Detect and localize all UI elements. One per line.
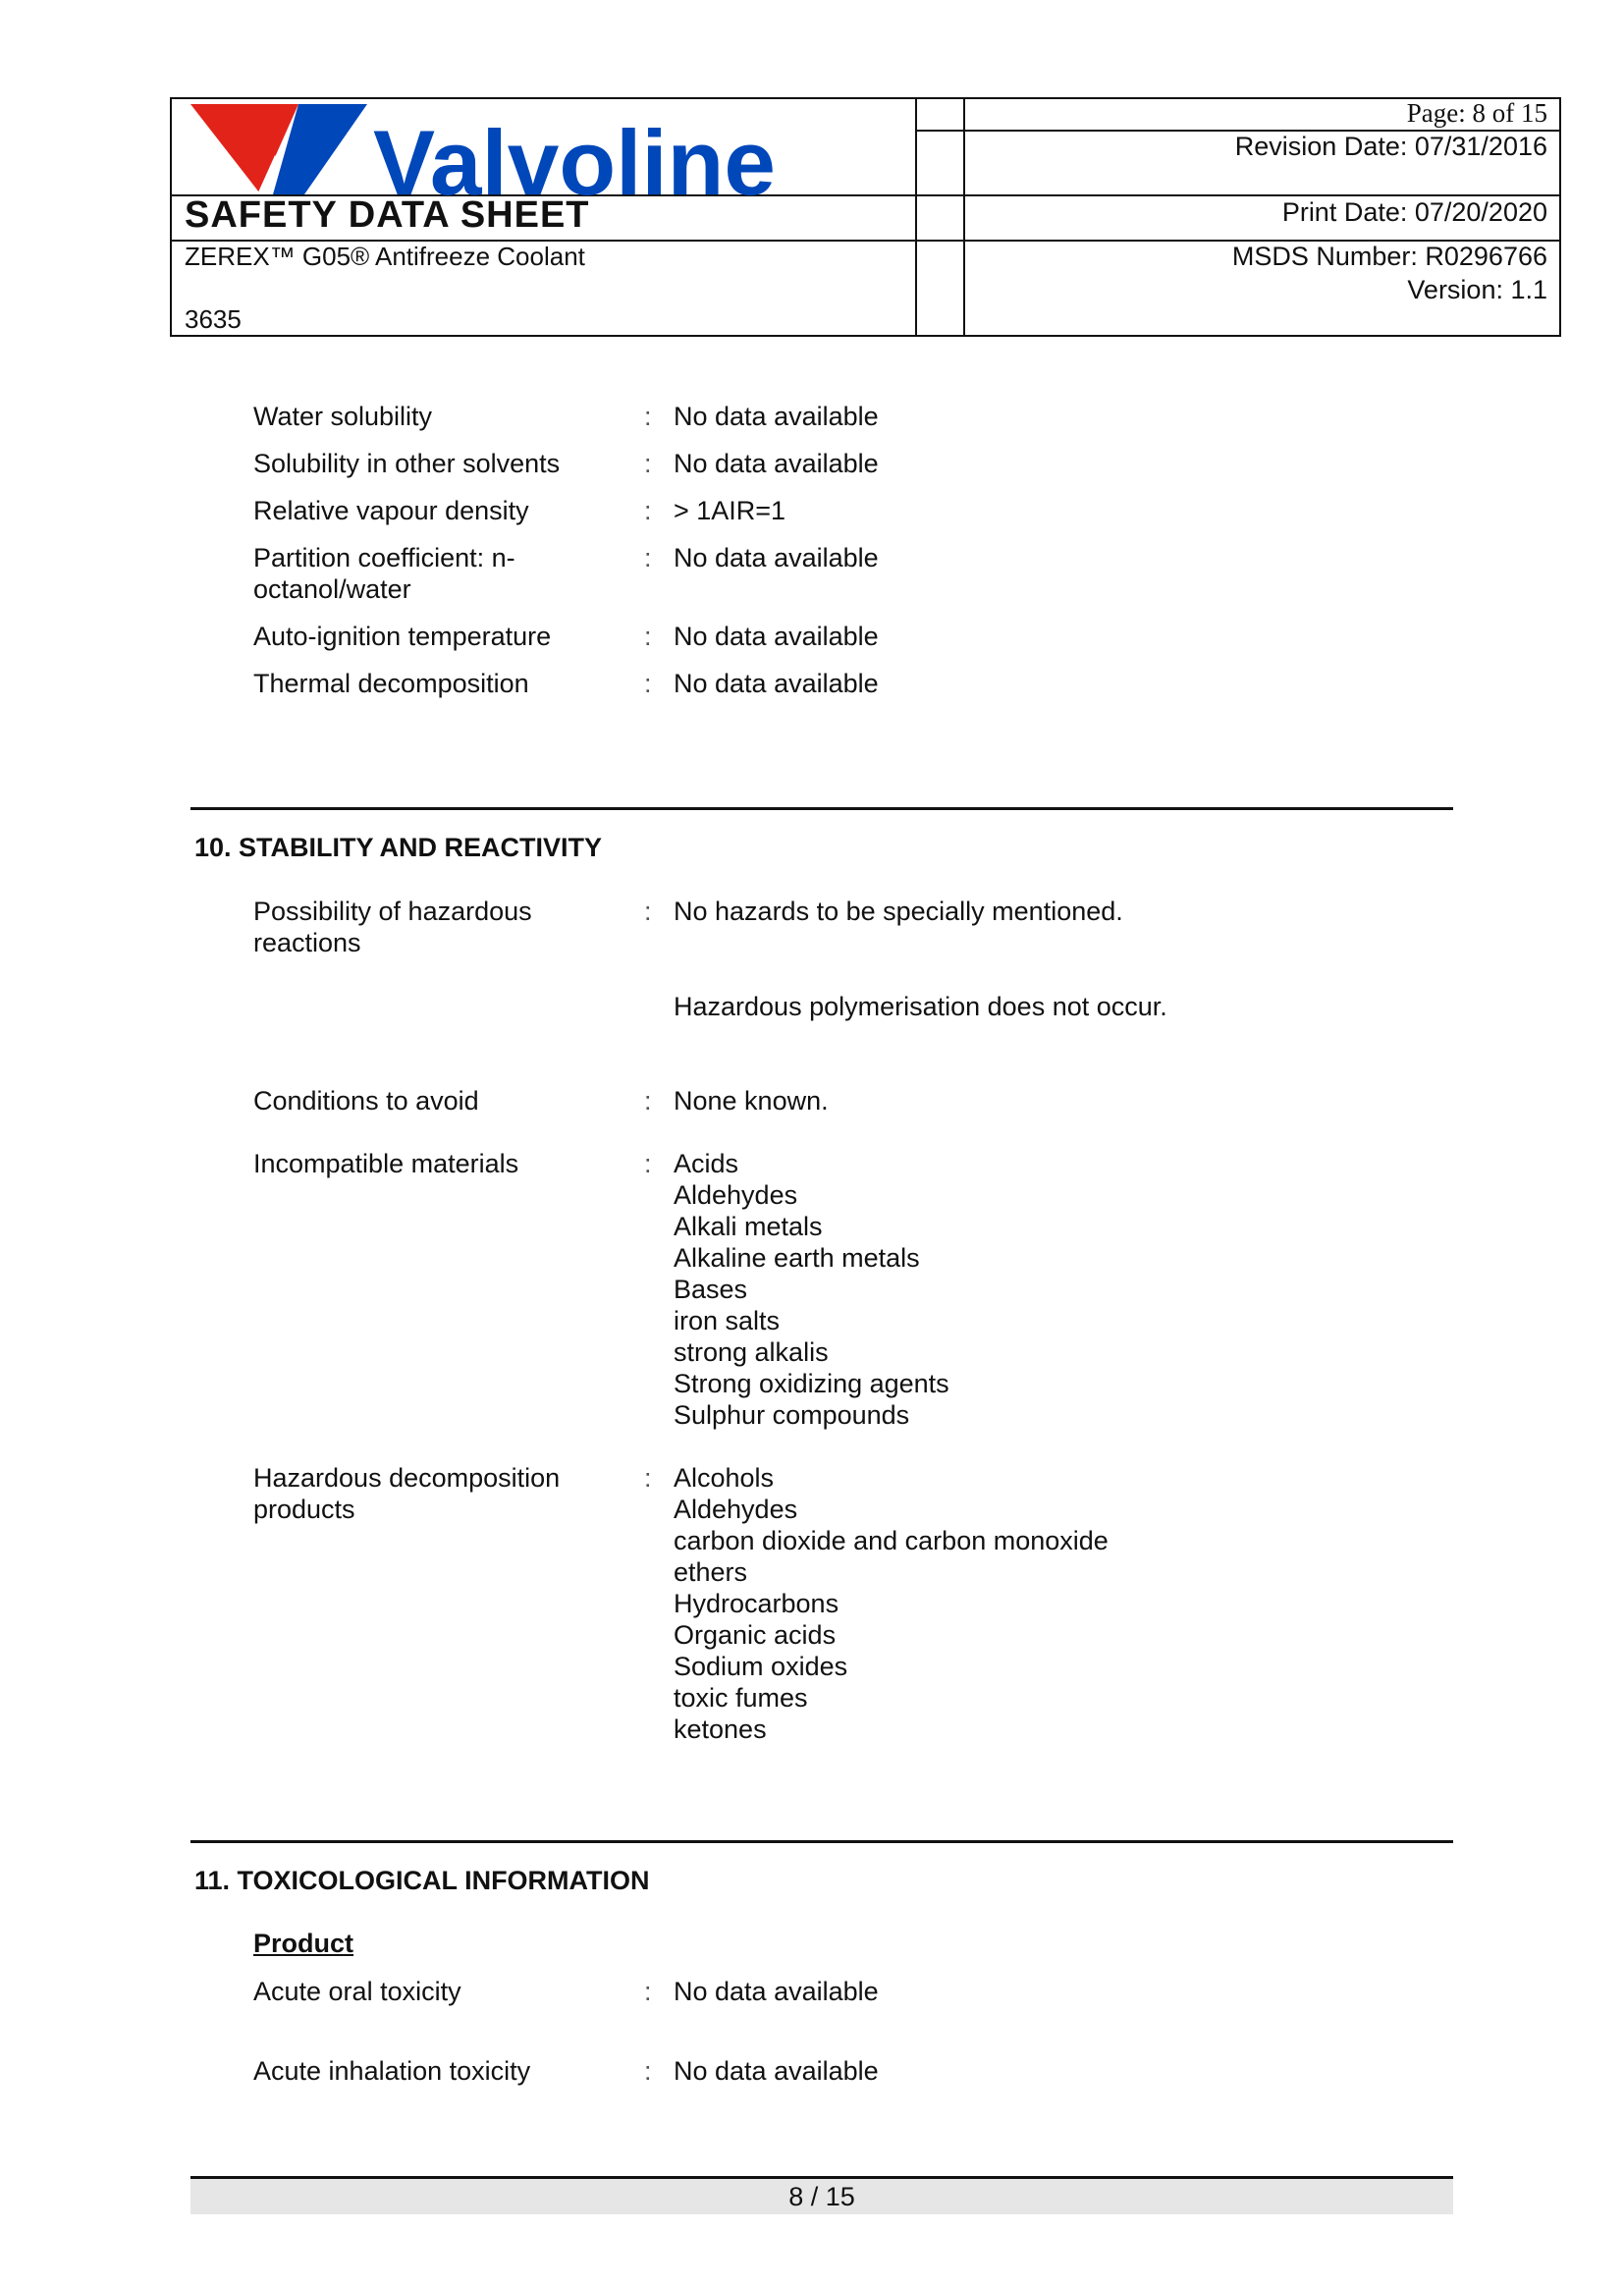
header-border-top xyxy=(170,97,1561,99)
subheading-product: Product xyxy=(253,1929,354,1958)
prop-value-partition-coefficient: No data available xyxy=(674,543,879,572)
value-hazardous-reactions-1: No hazards to be specially mentioned. xyxy=(674,897,1123,926)
version: Version: 1.1 xyxy=(1407,275,1547,304)
revision-date: Revision Date: 07/31/2016 xyxy=(1234,132,1547,161)
value-hazardous-reactions-2: Hazardous polymerisation does not occur. xyxy=(674,992,1167,1021)
colon: : xyxy=(644,449,652,478)
list-item: Alkali metals xyxy=(674,1212,823,1241)
list-item: Acids xyxy=(674,1149,739,1178)
prop-label-partition-coefficient: Partition coefficient: n-octanol/water xyxy=(253,543,515,604)
prop-value-thermal-decomposition: No data available xyxy=(674,669,879,698)
incompatible-materials-list xyxy=(674,1148,949,1431)
prop-value-vapour-density: > 1AIR=1 xyxy=(674,496,786,525)
list-item: Hydrocarbons xyxy=(674,1589,839,1618)
footer-page-number: 8 / 15 xyxy=(190,2179,1453,2214)
list-item: Sulphur compounds xyxy=(674,1400,910,1430)
colon: : xyxy=(644,1977,652,2006)
prop-label-auto-ignition: Auto-ignition temperature xyxy=(253,622,552,651)
list-item: Sodium oxides xyxy=(674,1652,848,1681)
colon: : xyxy=(644,897,652,926)
print-date: Print Date: 07/20/2020 xyxy=(1281,197,1547,227)
section-10-rule xyxy=(190,807,1453,810)
label-hazardous-decomposition: Hazardous decomposition products xyxy=(253,1463,561,1524)
list-item: carbon dioxide and carbon monoxide xyxy=(674,1526,1109,1555)
colon: : xyxy=(644,622,652,651)
list-item: Aldehydes xyxy=(674,1495,798,1524)
list-item: Strong oxidizing agents xyxy=(674,1369,949,1398)
value-conditions-to-avoid: None known. xyxy=(674,1086,829,1116)
hazardous-decomposition-list xyxy=(674,1462,1109,1745)
list-item: Organic acids xyxy=(674,1620,837,1650)
list-item: ketones xyxy=(674,1714,767,1744)
list-item: Alcohols xyxy=(674,1463,775,1493)
colon: : xyxy=(644,1086,652,1116)
header-border-bottom xyxy=(170,335,1561,337)
doc-title: SAFETY DATA SHEET xyxy=(185,194,590,236)
label-hazardous-reactions: Possibility of hazardous reactions xyxy=(253,897,532,957)
prop-value-auto-ignition: No data available xyxy=(674,622,879,651)
colon: : xyxy=(644,543,652,572)
list-item: Alkaline earth metals xyxy=(674,1243,920,1273)
colon: : xyxy=(644,496,652,525)
label-acute-inhalation-toxicity: Acute inhalation toxicity xyxy=(253,2056,531,2086)
header-border-right xyxy=(1559,97,1561,337)
prop-value-solubility-other: No data available xyxy=(674,449,879,478)
product-code: 3635 xyxy=(185,304,242,334)
value-acute-inhalation-toxicity: No data available xyxy=(674,2056,879,2086)
header-border-left xyxy=(170,97,172,337)
colon: : xyxy=(644,1149,652,1178)
section-11-rule xyxy=(190,1840,1453,1843)
colon: : xyxy=(644,402,652,431)
msds-number: MSDS Number: R0296766 xyxy=(1231,242,1547,271)
list-item: strong alkalis xyxy=(674,1337,829,1367)
list-item: toxic fumes xyxy=(674,1683,808,1713)
colon: : xyxy=(644,2056,652,2086)
label-incompatible-materials: Incompatible materials xyxy=(253,1149,519,1178)
prop-label-solubility-other: Solubility in other solvents xyxy=(253,449,561,478)
label-acute-oral-toxicity: Acute oral toxicity xyxy=(253,1977,461,2006)
header-divider-2 xyxy=(963,97,965,337)
list-item: ethers xyxy=(674,1557,748,1587)
logo-wordmark: Valvoline xyxy=(373,111,776,196)
prop-label-water-solubility: Water solubility xyxy=(253,402,433,431)
list-item: Bases xyxy=(674,1275,748,1304)
colon: : xyxy=(644,1463,652,1493)
valvoline-logo xyxy=(189,102,797,196)
section-10-title: 10. STABILITY AND REACTIVITY xyxy=(194,833,603,862)
section-11-title: 11. TOXICOLOGICAL INFORMATION xyxy=(194,1866,650,1895)
value-acute-oral-toxicity: No data available xyxy=(674,1977,879,2006)
prop-value-water-solubility: No data available xyxy=(674,402,879,431)
label-conditions-to-avoid: Conditions to avoid xyxy=(253,1086,479,1116)
page-indicator: Page: 8 of 15 xyxy=(1406,98,1547,128)
header-divider-1 xyxy=(915,97,917,337)
prop-label-vapour-density: Relative vapour density xyxy=(253,496,529,525)
list-item: Aldehydes xyxy=(674,1180,798,1210)
product-name: ZEREX™ G05® Antifreeze Coolant xyxy=(185,242,585,271)
colon: : xyxy=(644,669,652,698)
list-item: iron salts xyxy=(674,1306,781,1335)
prop-label-thermal-decomposition: Thermal decomposition xyxy=(253,669,529,698)
